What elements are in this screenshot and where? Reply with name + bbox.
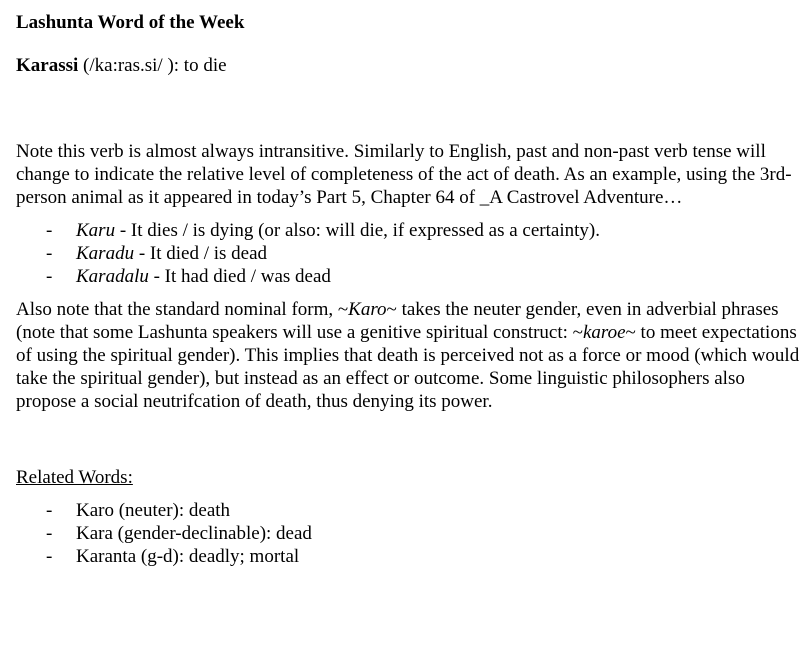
conjugation-form: Karadu: [76, 243, 135, 264]
list-item: [16, 242, 806, 265]
note-text-1: Also note that the standard nominal form, ~: [16, 299, 349, 320]
word-definition: [16, 54, 806, 77]
word-term: Karassi: [16, 55, 79, 76]
related-words-heading: Related Words:: [16, 467, 133, 488]
note-text-3: ~ to meet expectations of using the spiritual gender). This implies that death is perceived not as a force or mood (which would take the spiritual gender), but instead as an effect or outcome. Some linguistic philosophers also propose a social neutrifcation of death, thus denying its power.: [16, 322, 800, 412]
conjugation-meaning: - It had died / was dead: [148, 266, 331, 287]
list-item: [16, 265, 806, 288]
list-bullet: -: [46, 220, 53, 241]
list-bullet: -: [46, 500, 53, 521]
list-bullet: -: [46, 546, 53, 567]
related-word: Kara (gender-declinable): dead: [76, 523, 312, 544]
list-bullet: -: [46, 523, 53, 544]
list-item: [16, 499, 806, 522]
list-item: [16, 219, 806, 242]
conjugation-meaning: - It died / is dead: [134, 243, 268, 264]
note-italic-karoe: karoe: [582, 322, 626, 343]
related-words-list: [16, 499, 806, 568]
note-paragraph: [16, 298, 806, 413]
related-word: Karo (neuter): death: [76, 500, 231, 521]
related-word: Karanta (g-d): deadly; mortal: [76, 546, 300, 567]
word-pronunciation: (/ka:ras.si/ ): to die: [78, 55, 227, 76]
conjugation-form: Karadalu: [76, 266, 149, 287]
note-text-2: ~ takes the neuter gender, even in adverbial phrases (note that some Lashunta speakers will use a genitive spiritual construct: ~: [16, 299, 779, 343]
list-bullet: -: [46, 266, 53, 287]
intro-paragraph: Note this verb is almost always intransitive. Similarly to English, past and non-past verb tense will change to indicate the relative level of completeness of the act of death. As an example, using the 3rd-person animal as it appeared in today’s Part 5, Chapter 64 of _A Castrovel Adventure…: [16, 141, 792, 208]
list-item: [16, 522, 806, 545]
note-italic-karo: Karo: [348, 299, 387, 320]
conjugation-list: [16, 219, 806, 288]
list-bullet: -: [46, 243, 53, 264]
conjugation-form: Karu: [76, 220, 116, 241]
list-item: [16, 545, 806, 568]
document-page: [16, 11, 806, 568]
conjugation-meaning: - It dies / is dying (or also: will die, if expressed as a certainty).: [115, 220, 600, 241]
document-title: Lashunta Word of the Week: [16, 12, 245, 33]
